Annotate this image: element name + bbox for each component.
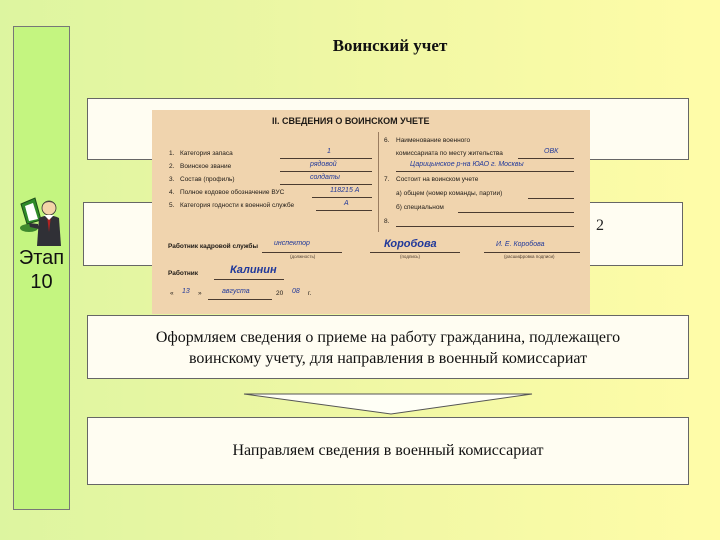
row-num: 5. <box>169 202 175 209</box>
stage-label-number: 10 <box>30 271 53 293</box>
date-year: 08 <box>292 288 300 295</box>
field-line <box>316 210 372 211</box>
caption: (должность) <box>290 254 316 259</box>
row-num: 6. <box>384 137 390 144</box>
field-line <box>280 171 372 172</box>
row-label: Наименование военного <box>396 137 471 144</box>
field-line <box>370 252 460 253</box>
step-3-text: Оформляем сведения о приеме на работу гражданина, подлежащего воинскому учету, для направления в военный комиссариат <box>155 329 621 367</box>
field-line <box>280 158 372 159</box>
row-num: 4. <box>169 189 175 196</box>
row-num: 2. <box>169 163 175 170</box>
field-line <box>214 279 284 280</box>
row-label: Состав (профиль) <box>180 176 235 183</box>
field-line <box>262 252 342 253</box>
field-line <box>484 252 580 253</box>
employee-signature: Калинин <box>230 264 277 276</box>
field-line <box>518 158 574 159</box>
field-line <box>280 184 372 185</box>
step-box-4 <box>87 417 689 485</box>
row-num: 3. <box>169 176 175 183</box>
arrow-icon <box>243 393 533 415</box>
field-value: 1 <box>327 148 331 155</box>
date-day: 13 <box>182 288 190 295</box>
hr-worker-name: И. Е. Коробова <box>496 241 545 248</box>
step-box-2-number: 2 <box>596 217 604 234</box>
stage-label <box>13 246 70 294</box>
field-value: ОВК <box>544 148 559 155</box>
row-label: а) общем (номер команды, партии) <box>396 190 503 197</box>
step-box-3 <box>87 315 689 379</box>
field-line <box>396 171 574 172</box>
date-close-quote: » <box>198 290 202 297</box>
document-title: II. СВЕДЕНИЯ О ВОИНСКОМ УЧЕТЕ <box>272 116 430 126</box>
person-icon <box>17 194 69 248</box>
caption: (расшифровка подписи) <box>504 254 555 259</box>
row-label: Состоит на воинском учете <box>396 176 479 183</box>
date-year-prefix: 20 <box>276 290 284 297</box>
field-value: Царицынское р-на ЮАО г. Москвы <box>410 161 524 168</box>
field-line <box>458 212 574 213</box>
field-line <box>208 299 272 300</box>
row-num: 7. <box>384 176 390 183</box>
row-label: Воинское звание <box>180 163 232 170</box>
row-label: Категория запаса <box>180 150 233 157</box>
caption: (подпись) <box>400 254 421 259</box>
field-value: рядовой <box>310 161 337 168</box>
date-month: августа <box>222 288 250 295</box>
slide-title: Воинский учет <box>332 36 448 55</box>
field-value: 118215 А <box>330 187 360 194</box>
date-suffix: г. <box>308 290 312 297</box>
date-open-quote: « <box>170 290 174 297</box>
hr-worker-label: Работник кадровой службы <box>168 243 258 250</box>
field-line <box>528 198 574 199</box>
employee-label: Работник <box>168 270 199 277</box>
step-4-text: Направляем сведения в военный комиссариат <box>232 442 544 459</box>
field-line <box>396 226 574 227</box>
hr-worker-signature: Коробова <box>384 238 437 250</box>
row-num: 8. <box>384 218 390 225</box>
stage-label-word: Этап <box>18 247 65 269</box>
row-label: комиссариата по месту жительства <box>396 150 503 157</box>
field-value: А <box>344 200 349 207</box>
row-label: Полное кодовое обозначение ВУС <box>180 189 285 196</box>
field-line <box>312 197 372 198</box>
field-value: солдаты <box>310 174 340 181</box>
row-label: Категория годности к военной службе <box>180 202 295 209</box>
row-num: 1. <box>169 150 175 157</box>
row-label: б) специальном <box>396 204 444 211</box>
hr-worker-position: инспектор <box>274 240 310 247</box>
column-divider <box>378 132 379 232</box>
military-record-document <box>152 110 590 314</box>
